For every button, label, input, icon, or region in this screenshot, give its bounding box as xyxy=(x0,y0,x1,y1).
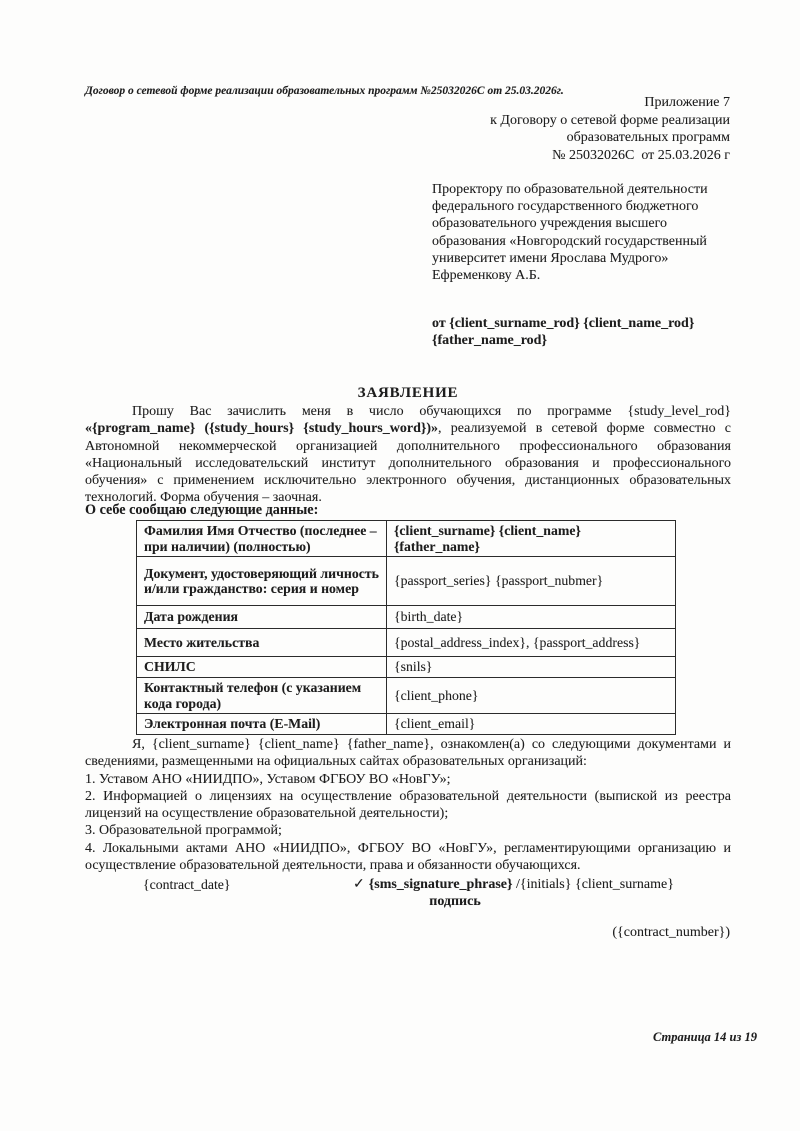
table-row-snils xyxy=(137,657,676,678)
acknowledgment-block xyxy=(85,736,731,874)
signature-initials: /{initials} {client_surname} xyxy=(512,877,674,892)
page-number-footer: Страница 14 из 19 xyxy=(652,1030,757,1044)
appendix-line: образовательных программ xyxy=(566,130,730,146)
row-label: СНИЛС xyxy=(137,657,387,678)
row-value: {passport_series} {passport_nubmer} xyxy=(387,557,676,606)
acknowledgment-item: 1. Уставом АНО «НИИДПО», Уставом ФГБОУ ВО «НовГУ»; xyxy=(85,771,451,787)
signature-line xyxy=(353,876,674,893)
appendix-line: Приложение 7 xyxy=(644,95,730,110)
acknowledgment-item: 2. Информацией о лицензиях на осуществление образовательной деятельности (выпиской из реестра лицензий на осуществление образовательной деятельности); xyxy=(85,788,731,822)
table-row-fio xyxy=(137,521,676,557)
appendix-line: к Договору о сетевой форме реализации xyxy=(490,112,730,128)
contract-number-placeholder: ({contract_number}) xyxy=(612,925,730,940)
checkmark-icon: ✓ xyxy=(353,877,365,892)
row-value: {client_surname} {client_name} {father_name} xyxy=(387,521,676,557)
acknowledgment-item: 4. Локальными актами АНО «НИИДПО», ФГБОУ ВО «НовГУ», регламентирующими организацию и осуществление образовательной деятельности, права и обязанности обучающихся. xyxy=(85,840,731,874)
appendix-line: № 25032026С от 25.03.2026 г xyxy=(552,147,730,163)
applicant-from-line: от {client_surname_rod} {client_name_rod} {father_name_rod} xyxy=(432,316,695,349)
personal-data-table xyxy=(136,520,676,735)
contract-date-placeholder: {contract_date} xyxy=(143,877,231,892)
request-paragraph xyxy=(85,403,731,507)
table-row-birth-date xyxy=(137,606,676,629)
request-text-end: , реализуемой в сетевой форме совместно с Автономной некоммерческой организацией дополнительного профессионального образования «Национальный исследовательский институт дополнительного образования и профессионального обучения» с применением исключительно электронного обучения, дистанционных образовательных технологий. Форма обучения – заочная. xyxy=(85,421,731,506)
row-label: Документ, удостоверяющий личность и/или гражданство: серия и номер xyxy=(137,557,387,606)
signature-caption: подпись xyxy=(429,894,481,909)
running-header: Договор о сетевой форме реализации образовательных программ №25032026С от 25.03.2026г. xyxy=(85,85,564,97)
table-row-document xyxy=(137,557,676,606)
program-name-placeholder: «{program_name} ({study_hours} {study_hours_word})» xyxy=(85,421,439,437)
table-row-residence xyxy=(137,629,676,657)
appendix-block xyxy=(490,94,730,164)
table-row-email xyxy=(137,714,676,735)
application-title: ЗАЯВЛЕНИЕ xyxy=(357,385,459,401)
addressee-block: Проректору по образовательной деятельности федерального государственного бюджетного образовательного учреждения высшего образования «Новгородский государственный университет имени Ярослава Мудрого» Ефременкову А.Б. xyxy=(432,182,708,284)
acknowledgment-item: 3. Образовательной программой; xyxy=(85,823,282,839)
row-label: Место жительства xyxy=(137,629,387,657)
request-text-start: Прошу Вас зачислить меня в число обучающихся по программе {study_level_rod} xyxy=(132,404,731,419)
row-label: Контактный телефон (с указанием кода города) xyxy=(137,678,387,714)
personal-data-intro: О себе сообщаю следующие данные: xyxy=(85,502,319,518)
row-label: Дата рождения xyxy=(137,606,387,629)
row-value: {client_phone} xyxy=(387,678,676,714)
row-value: {postal_address_index}, {passport_address} xyxy=(387,629,676,657)
row-value: {birth_date} xyxy=(387,606,676,629)
row-label: Фамилия Имя Отчество (последнее – при наличии) (полностью) xyxy=(137,521,387,557)
row-value: {client_email} xyxy=(387,714,676,735)
row-label: Электронная почта (E-Mail) xyxy=(137,714,387,735)
row-value: {snils} xyxy=(387,657,676,678)
acknowledgment-intro: Я, {client_surname} {client_name} {father_name}, ознакомлен(а) со следующими документами и сведениями, размещенными на официальных сайтах образовательных организаций: xyxy=(85,737,731,770)
table-row-phone xyxy=(137,678,676,714)
sms-signature-phrase: {sms_signature_phrase} xyxy=(368,877,513,892)
